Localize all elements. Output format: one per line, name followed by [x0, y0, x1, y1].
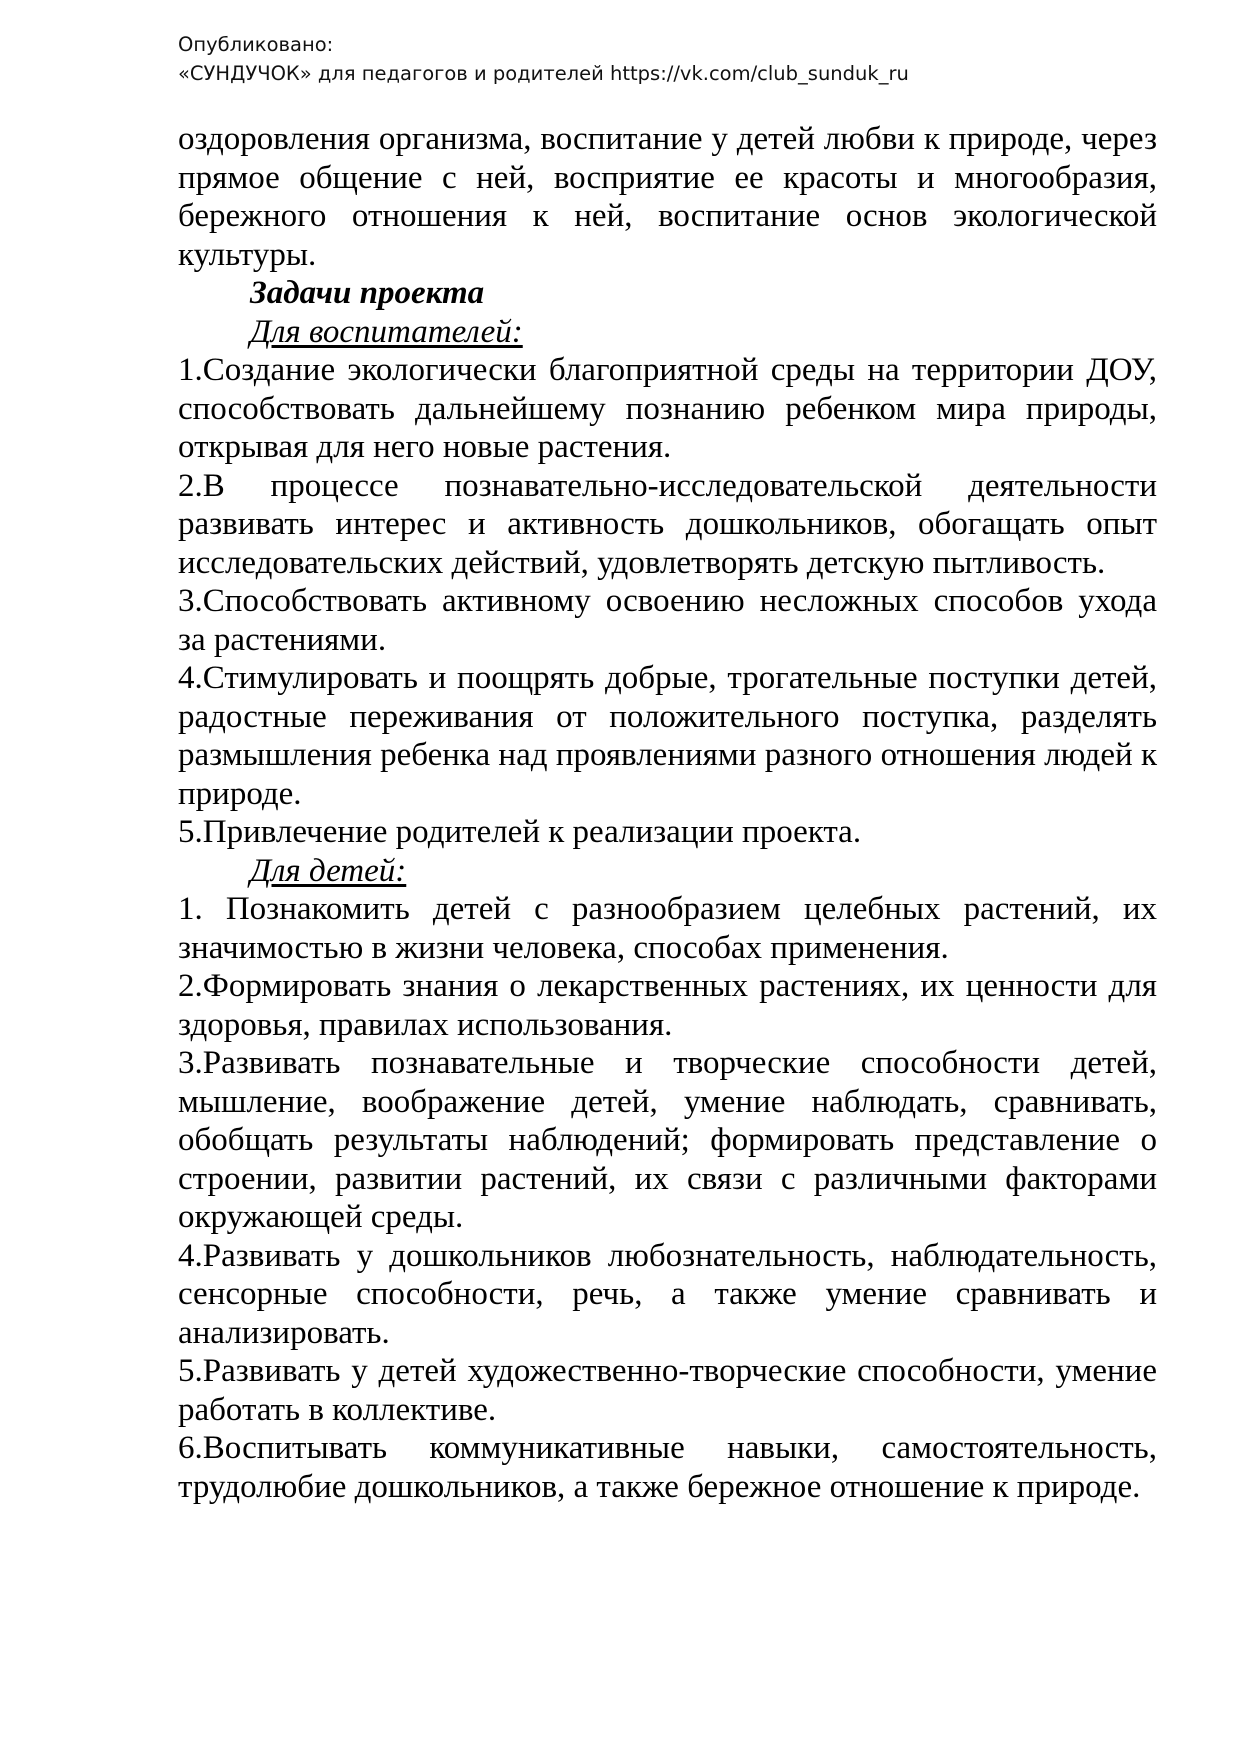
publisher-line: «СУНДУЧОК» для педагогов и родителей https://vk.com/club_sunduk_ru	[178, 62, 909, 85]
children-task-item: 1. Познакомить детей с разнообразием целебных растений, их значимостью в жизни человека, способах применения.	[178, 891, 1157, 966]
teachers-task-item: 5.Привлечение родителей к реализации проекта.	[178, 814, 862, 850]
document-body	[178, 120, 1157, 1506]
children-task-item: 4.Развивать у дошкольников любознательность, наблюдательность, сенсорные способности, речь, а также умение сравнивать и анализировать.	[178, 1237, 1157, 1351]
teachers-subheading: Для воспитателей:	[250, 313, 523, 350]
teachers-task-item: 3.Способствовать активному освоению несложных способов ухода за растениями.	[178, 583, 1157, 658]
teachers-task-item: 2.В процессе познавательно-исследовательской деятельности развивать интерес и активность дошкольников, обогащать опыт исследовательских действий, удовлетворять детскую пытливость.	[178, 467, 1157, 581]
teachers-task-item: 4.Стимулировать и поощрять добрые, трогательные поступки детей, радостные переживания от положительного поступка, разделять размышления ребенка над проявлениями разного отношения людей к природе.	[178, 660, 1157, 812]
publication-header	[178, 30, 1158, 88]
children-task-item: 5.Развивать у детей художественно-творческие способности, умение работать в коллективе.	[178, 1353, 1157, 1428]
tasks-heading: Задачи проекта	[250, 275, 485, 311]
children-task-item: 2.Формировать знания о лекарственных растениях, их ценности для здоровья, правилах использования.	[178, 968, 1157, 1043]
children-task-item: 3.Развивать познавательные и творческие способности детей, мышление, воображение детей, умение наблюдать, сравнивать, обобщать результаты наблюдений; формировать представление о строении, развитии растений, их связи с различными факторами окружающей среды.	[178, 1045, 1157, 1235]
children-task-item: 6.Воспитывать коммуникативные навыки, самостоятельность, трудолюбие дошкольников, а также бережное отношение к природе.	[178, 1430, 1157, 1505]
teachers-task-item: 1.Создание экологически благоприятной среды на территории ДОУ, способствовать дальнейшему познанию ребенком мира природы, открывая для него новые растения.	[178, 352, 1157, 465]
intro-paragraph: оздоровления организма, воспитание у детей любви к природе, через прямое общение с ней, восприятие ее красоты и многообразия, бережного отношения к ней, воспитание основ экологической культуры.	[178, 121, 1157, 273]
published-label: Опубликовано:	[178, 33, 334, 56]
children-subheading: Для детей:	[250, 852, 407, 889]
